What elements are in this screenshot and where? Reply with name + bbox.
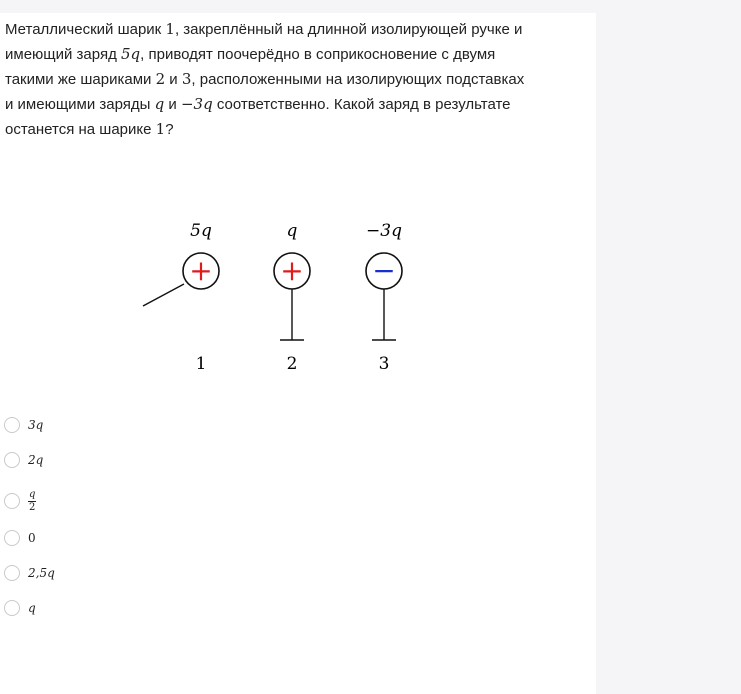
question-text — [5, 17, 565, 142]
ball-1-sign-icon: + — [189, 254, 213, 287]
ball-3-number: 3 — [378, 354, 390, 374]
option-label: q — [28, 601, 36, 615]
fraction-denominator: 2 — [29, 501, 36, 513]
ball-1-charge-label: 5q — [190, 221, 212, 241]
option-label: 3q — [28, 418, 44, 432]
ball-2 — [274, 221, 310, 374]
charged-balls-figure — [130, 205, 430, 380]
ball-3-charge-label: −3q — [366, 221, 402, 241]
option-q[interactable] — [4, 598, 36, 618]
question-line-4: и имеющими заряды q и −3q соответственно. Какой заряд в результате — [5, 95, 511, 113]
question-line-1: Металлический шарик 1, закреплённый на длинной изолирующей ручке и — [5, 20, 523, 38]
question-line-5: останется на шарике 1? — [5, 120, 174, 138]
radio-button[interactable] — [4, 417, 20, 433]
ball-3 — [366, 221, 402, 374]
option-fraction — [28, 490, 36, 513]
ball-3-sign-icon: − — [372, 254, 396, 287]
ball-2-number: 2 — [286, 354, 298, 374]
option-label: 0 — [28, 531, 36, 545]
radio-button[interactable] — [4, 600, 20, 616]
ball-2-charge-label: q — [286, 221, 298, 241]
option-2q[interactable] — [4, 450, 43, 470]
top-strip — [0, 0, 741, 13]
fraction-numerator: q — [29, 488, 36, 500]
question-line-2: имеющий заряд 5q, приводят поочерёдно в соприкосновение с двумя — [5, 45, 496, 63]
option-label: 2,5q — [28, 566, 55, 580]
radio-button[interactable] — [4, 452, 20, 468]
ball-1 — [143, 221, 219, 374]
radio-button[interactable] — [4, 493, 20, 509]
option-0[interactable] — [4, 528, 36, 548]
option-2-5q[interactable] — [4, 563, 55, 583]
ball-2-sign-icon: + — [280, 254, 304, 287]
ball-1-number: 1 — [195, 354, 207, 374]
option-q-half[interactable] — [4, 488, 36, 514]
radio-button[interactable] — [4, 530, 20, 546]
ball-1-handle — [143, 284, 184, 306]
question-line-3: такими же шариками 2 и 3, расположенными на изолирующих подставках — [5, 70, 525, 88]
option-3q[interactable] — [4, 415, 43, 435]
option-label: 2q — [28, 453, 44, 467]
radio-button[interactable] — [4, 565, 20, 581]
